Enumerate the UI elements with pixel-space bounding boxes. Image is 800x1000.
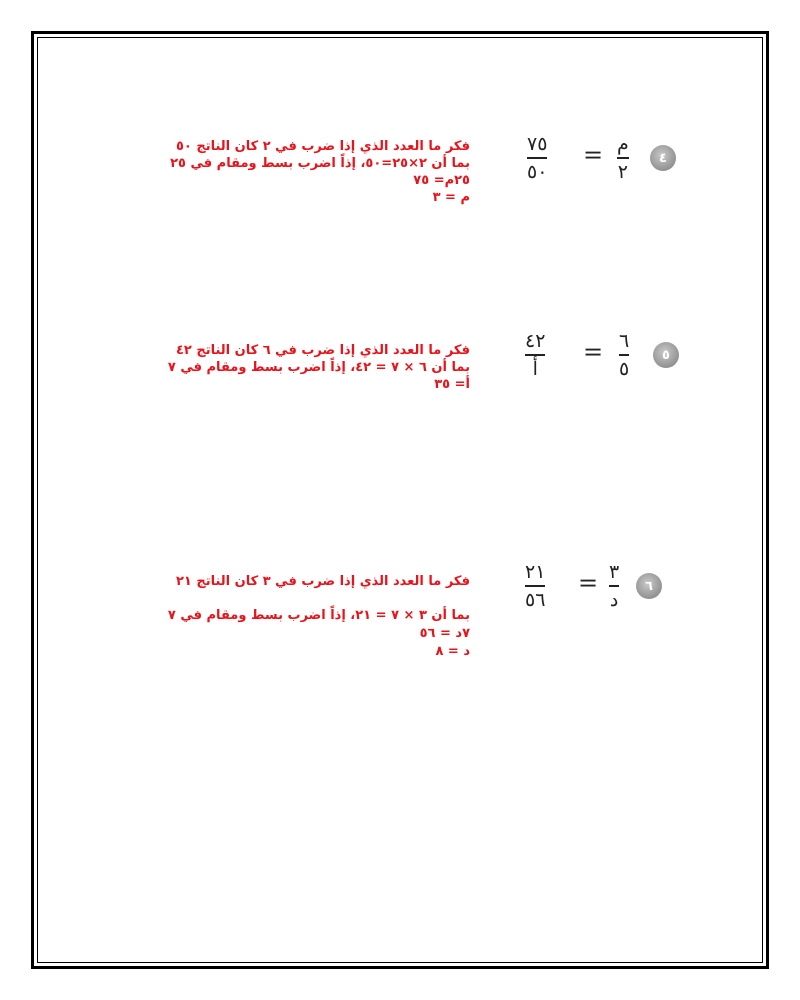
equals-sign: = [578,569,599,597]
fraction-bar [527,157,547,159]
solution-line: فكر ما العدد الذي إذا ضرب في ٢ كان الناتج ٥٠ [175,139,470,154]
fraction-bar [609,585,619,587]
right-numerator: ٣ [609,561,620,583]
left-numerator: ٤٢ [525,330,546,352]
solution-line [168,591,470,607]
right-fraction [617,133,629,183]
left-fraction [525,330,545,380]
left-numerator: ٢١ [525,561,546,583]
fraction-bar [525,585,545,587]
fraction-bar [619,354,629,356]
left-numerator: ٧٥ [527,133,548,155]
solution-line: ٧د = ٥٦ [419,626,470,641]
right-fraction [609,561,619,611]
left-denominator: أ [532,358,538,380]
right-numerator: م [617,133,629,155]
equals-sign: = [583,141,604,169]
solution-line: بما أن ٣ × ٧ = ٢١، إذاً اضرب بسط ومقام في ٧ [167,608,470,623]
solution-line: فكر ما العدد الذي إذا ضرب في ٣ كان الناتج ٢١ [175,574,470,589]
right-numerator: ٦ [619,330,630,352]
problem-6-solution [168,573,470,661]
solution-line: ٢٥م= ٧٥ [413,173,470,188]
problem-number-badge: ٥ [653,342,679,368]
problem-number-badge: ٦ [636,573,662,599]
right-denominator: د [609,589,619,611]
right-denominator: ٢ [617,161,628,183]
problem-4-equation [505,128,675,188]
fraction-bar [617,157,629,159]
equals-sign: = [583,338,604,366]
left-fraction [527,133,547,183]
problem-4-solution [170,138,470,206]
solution-line: بما أن ٦ × ٧ = ٤٢، إذاً اضرب بسط ومقام في ٧ [167,360,470,375]
right-fraction [619,330,629,380]
solution-line: بما أن ٢×٢٥=٥٠، إذاً اضرب بسط ومقام في ٢٥ [170,156,470,171]
left-fraction [525,561,545,611]
solution-line: م = ٣ [432,190,470,205]
right-denominator: ٥ [619,358,630,380]
solution-line: فكر ما العدد الذي إذا ضرب في ٦ كان الناتج ٤٢ [175,343,470,358]
problem-number-badge: ٤ [650,145,676,171]
problem-5-solution [168,342,470,393]
solution-line: د = ٨ [435,644,470,659]
left-denominator: ٥٠ [527,161,548,183]
left-denominator: ٥٦ [525,589,546,611]
fraction-bar [525,354,545,356]
solution-line: أ= ٣٥ [434,377,470,392]
problem-5-equation [505,325,675,385]
problem-6-equation [505,556,675,616]
